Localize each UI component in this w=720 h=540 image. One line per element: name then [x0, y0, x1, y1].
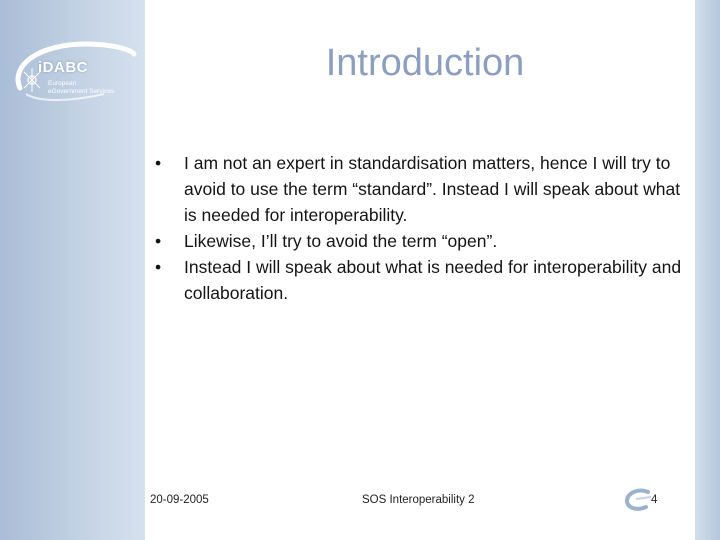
- bullet-marker: •: [155, 231, 162, 251]
- bullet-text: Likewise, I’ll try to avoid the term “open”.: [184, 231, 498, 251]
- footer-date: 20-09-2005: [150, 494, 209, 506]
- bullet-text: Instead I will speak about what is needed for interoperability and collaboration.: [184, 257, 682, 303]
- bullet-marker: •: [155, 153, 162, 173]
- logo-subtitle-line1: European: [48, 80, 77, 87]
- slide-title: Introduction: [325, 42, 525, 84]
- footer-logo-icon: [624, 487, 654, 513]
- idabc-logo: [8, 36, 138, 106]
- logo-brand-text: iDABC: [38, 59, 88, 76]
- bullet-item: [155, 228, 685, 254]
- logo-subtitle-line2: eGovernment Services: [48, 88, 115, 95]
- bullet-item: [155, 254, 685, 306]
- right-decor-panel: [695, 0, 720, 540]
- bullet-item: [155, 150, 685, 228]
- footer-title: SOS Interoperability 2: [362, 494, 475, 506]
- bullet-list: [155, 150, 685, 306]
- bullet-marker: •: [155, 257, 162, 277]
- footer-page-number: 4: [651, 494, 658, 506]
- bullet-text: I am not an expert in standardisation matters, hence I will try to avoid to use the term “standard”. Instead I will speak about what is needed for interoperability.: [184, 153, 681, 225]
